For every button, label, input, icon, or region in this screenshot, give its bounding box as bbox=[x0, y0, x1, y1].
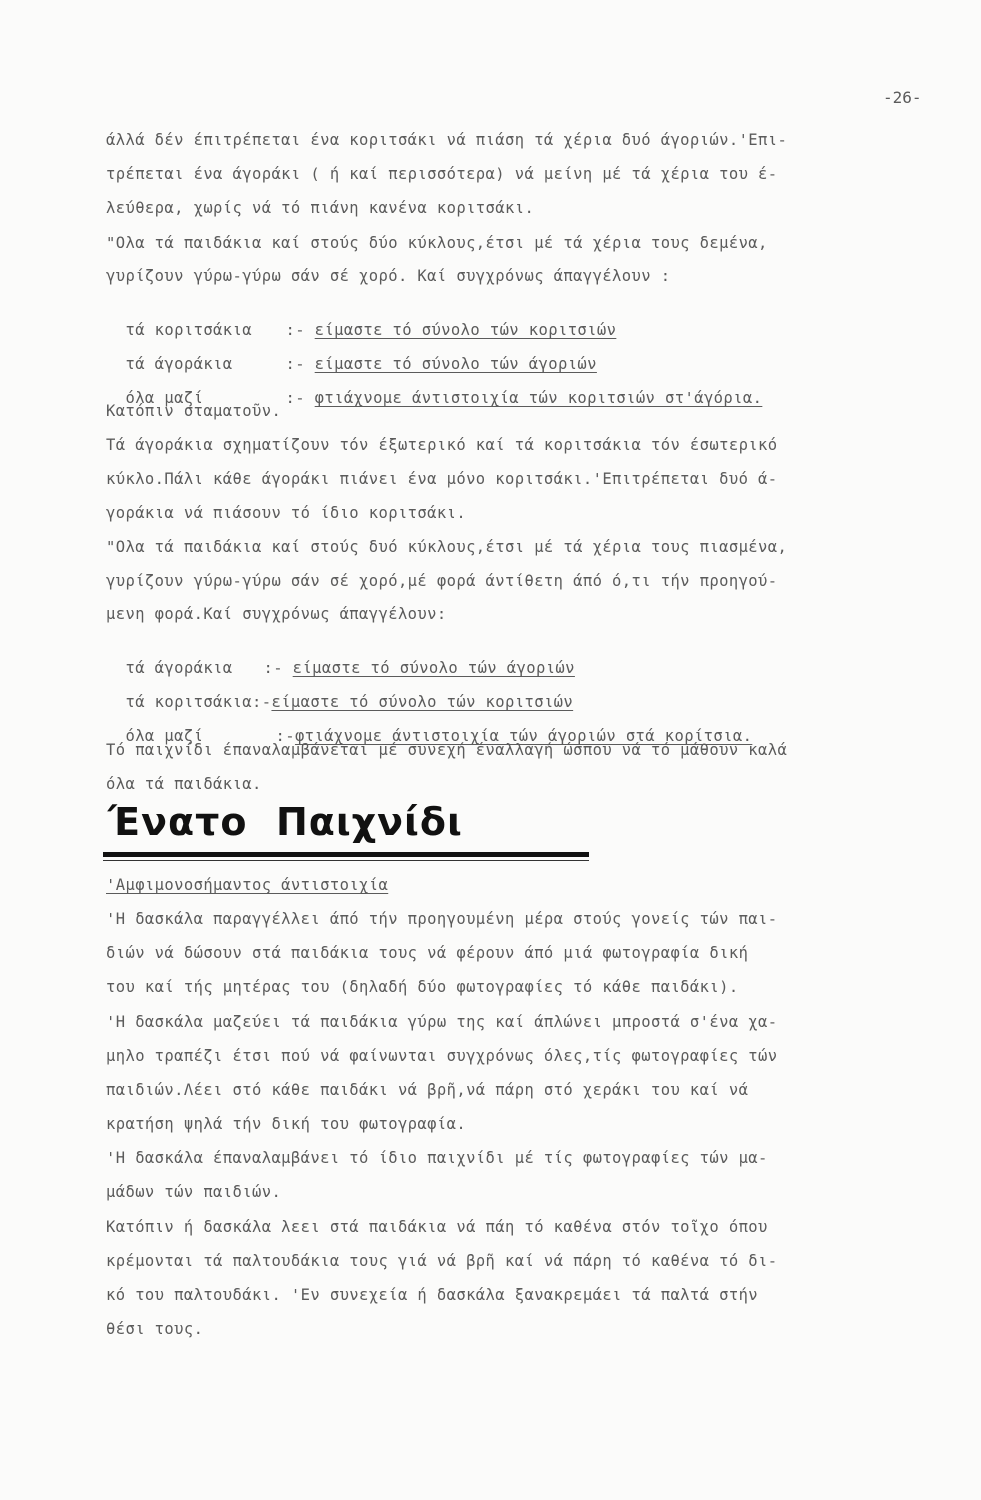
text-line: όλα τά παιδάκια. bbox=[106, 775, 262, 793]
text-line: του καί τής μητέρας του (δηλαδή δύο φωτογραφίες τό κάθε παιδάκι). bbox=[106, 978, 739, 996]
text-line: Τό παιχνίδι έπαναλαμβάνεται μέ συνεχή έναλλαγή ώσπου νά τό μάθουν καλά bbox=[106, 741, 788, 759]
text-line: θέσι τους. bbox=[106, 1320, 204, 1338]
text-line: παιδιών.Λέει στό κάθε παιδάκι νά βρῆ,νά πάρη στό χεράκι του καί νά bbox=[106, 1081, 749, 1099]
heading-rule bbox=[103, 852, 589, 857]
text-line: μάδων τών παιδιών. bbox=[106, 1183, 282, 1201]
chant-text: είμαστε τό σύνολο τών άγοριών bbox=[292, 659, 575, 677]
text-line: γοράκια νά πιάσουν τό ίδιο κοριτσάκι. bbox=[106, 504, 467, 522]
section-heading: Ένατο Παιχνίδι bbox=[108, 800, 463, 844]
chant-speaker: τά κοριτσάκια bbox=[125, 693, 252, 711]
text-line: 'Η δασκάλα παραγγέλλει άπό τήν προηγουμένη μέρα στούς γονείς τών παι- bbox=[106, 910, 778, 928]
heading-rule-thin bbox=[103, 860, 589, 861]
text-line: 'Η δασκάλα έπαναλαμβάνει τό ίδιο παιχνίδι μέ τίς φωτογραφίες τών μα- bbox=[106, 1149, 768, 1167]
chant-text: φτιάχνομε άντιστοιχία τών άγοριών στά κορίτσια. bbox=[294, 727, 753, 745]
chant-speaker: τά κοριτσάκια bbox=[125, 321, 252, 339]
chant-separator: :- bbox=[263, 659, 293, 677]
chant-separator: :- bbox=[285, 389, 315, 407]
chant-separator: :- bbox=[251, 693, 272, 711]
page-number: -26- bbox=[883, 88, 922, 107]
chant-separator: :- bbox=[285, 321, 315, 339]
text-line: κύκλο.Πάλι κάθε άγοράκι πιάνει ένα μόνο κοριτσάκι.'Επιτρέπεται δυό ά- bbox=[106, 470, 778, 488]
chant-text: φτιάχνομε άντιστοιχία τών κοριτσιών στ'άγόρια. bbox=[314, 389, 763, 407]
text-line: μηλο τραπέζι έτσι πού νά φαίνωνται συγχρόνως όλες,τίς φωτογραφίες τών bbox=[106, 1047, 778, 1065]
chant-text: είμαστε τό σύνολο τών κοριτσιών bbox=[271, 693, 574, 711]
subheading: 'Αμφιμονοσήμαντος άντιστοιχία bbox=[106, 876, 389, 894]
text-line: μενη φορά.Καί συγχρόνως άπαγγέλουν: bbox=[106, 605, 447, 623]
text-line: Τά άγοράκια σχηματίζουν τόν έξωτερικό καί τά κοριτσάκια τόν έσωτερικό bbox=[106, 436, 778, 454]
text-line: κό του παλτουδάκι. 'Εν συνεχεία ή δασκάλα ξανακρεμάει τά παλτά στήν bbox=[106, 1286, 759, 1304]
text-line: κρατήση ψηλά τήν δική του φωτογραφία. bbox=[106, 1115, 467, 1133]
text-line: τρέπεται ένα άγοράκι ( ή καί περισσότερα) νά μείνη μέ τά χέρια του έ- bbox=[106, 165, 778, 183]
chant-speaker: τά άγοράκια bbox=[125, 659, 233, 677]
text-line: "Ολα τά παιδάκια καί στούς δυό κύκλους,έτσι μέ τά χέρια τους πιασμένα, bbox=[106, 538, 788, 556]
chant-text: είμαστε τό σύνολο τών κοριτσιών bbox=[314, 321, 617, 339]
text-line: γυρίζουν γύρω-γύρω σάν σέ χορό. Καί συγχρόνως άπαγγέλουν : bbox=[106, 267, 671, 285]
chant-separator: :- bbox=[275, 727, 295, 745]
text-line: διών νά δώσουν στά παιδάκια τους νά φέρουν άπό μιά φωτογραφία δική bbox=[106, 944, 749, 962]
text-line: κρέμονται τά παλτουδάκια τους γιά νά βρῆ καί νά πάρη τό καθένα τό δι- bbox=[106, 1252, 778, 1270]
chant-text: είμαστε τό σύνολο τών άγοριών bbox=[314, 355, 597, 373]
text-line: γυρίζουν γύρω-γύρω σάν σέ χορό,μέ φορά άντίθετη άπό ό,τι τήν προηγού- bbox=[106, 572, 778, 590]
text-line: Κατόπιν σταματοῦν. bbox=[106, 402, 282, 420]
text-line: άλλά δέν έπιτρέπεται ένα κοριτσάκι νά πιάση τά χέρια δυό άγοριών.'Επι- bbox=[106, 131, 788, 149]
text-line: 'Η δασκάλα μαζεύει τά παιδάκια γύρω της καί άπλώνει μπροστά σ'ένα χα- bbox=[106, 1013, 778, 1031]
text-line: λεύθερα, χωρίς νά τό πιάνη κανένα κοριτσάκι. bbox=[106, 199, 535, 217]
text-line: "Ολα τά παιδάκια καί στούς δύο κύκλους,έτσι μέ τά χέρια τους δεμένα, bbox=[106, 234, 768, 252]
chant-speaker: τά άγοράκια bbox=[125, 355, 233, 373]
chant-speaker: όλα μαζί bbox=[125, 389, 204, 407]
text-line: Κατόπιν ή δασκάλα λεει στά παιδάκια νά πάη τό καθένα στόν τοῖχο όπου bbox=[106, 1218, 768, 1236]
chant-separator: :- bbox=[285, 355, 315, 373]
chant-speaker: όλα μαζί bbox=[125, 727, 204, 745]
